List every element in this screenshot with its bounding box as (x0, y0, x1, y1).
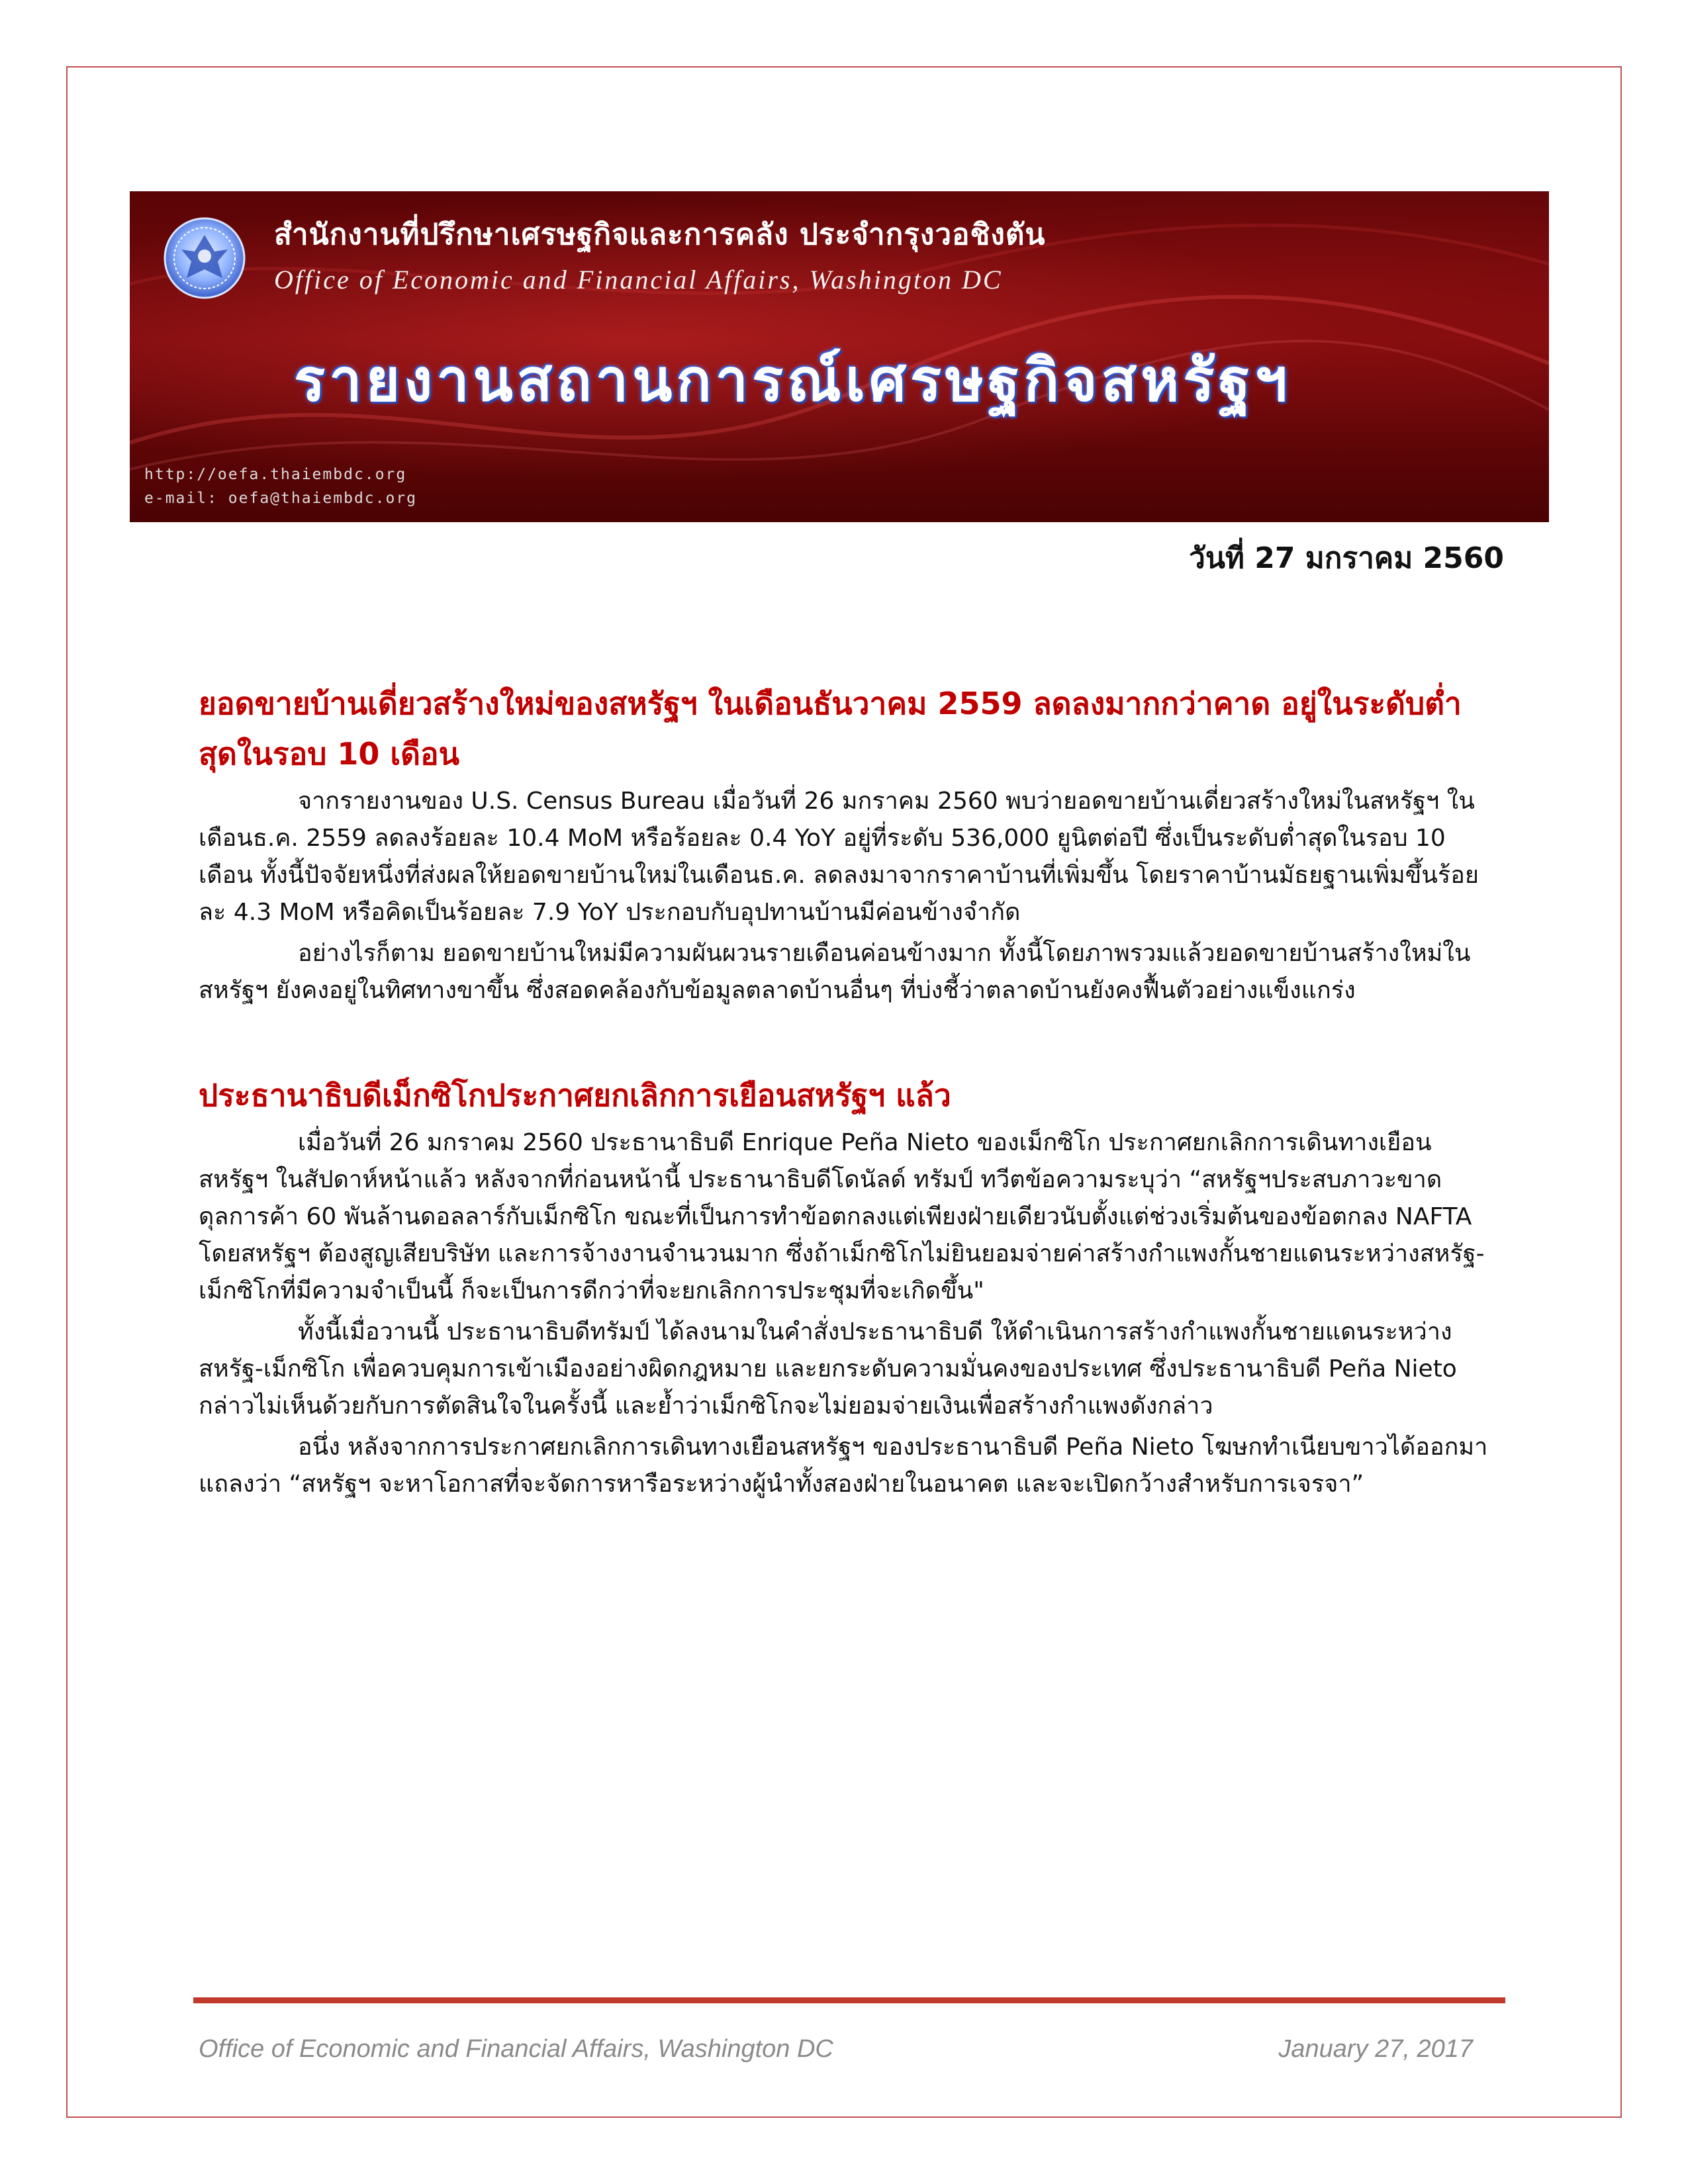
report-body (199, 678, 1496, 1503)
footer-rule (193, 1997, 1505, 2003)
section-new-home-sales (199, 678, 1496, 1009)
paragraph: จากรายงานของ U.S. Census Bureau เมื่อวันที่ 26 มกราคม 2560 พบว่ายอดขายบ้านเดี่ยวสร้างใหม่ในสหรัฐฯ ในเดือนธ.ค. 2559 ลดลงร้อยละ 10.4 MoM หรือร้อยละ 0.4 YoY อยู่ที่ระดับ 536,000 ยูนิตต่อปี ซึ่งเป็นระดับต่ำสุดในรอบ 10 เดือน ทั้งนี้ปัจจัยหนึ่งที่ส่งผลให้ยอดขายบ้านใหม่ในเดือนธ.ค. ลดลงมาจากราคาบ้านที่เพิ่มขึ้น โดยราคาบ้านมัธยฐานเพิ่มขึ้นร้อยละ 4.3 MoM หรือคิดเป็นร้อยละ 7.9 YoY ประกอบกับอุปทานบ้านมีค่อนข้างจำกัด (199, 788, 1479, 926)
email-link[interactable]: e-mail: oefa@thaiembdc.org (144, 490, 418, 507)
section-headline: ประธานาธิบดีเม็กซิโกประกาศยกเลิกการเยือนสหรัฐฯ แล้ว (199, 1077, 951, 1113)
footer-date: January 27, 2017 (1278, 2035, 1473, 2063)
office-name-thai: สำนักงานที่ปรึกษาเศรษฐกิจและการคลัง ประจำกรุงวอชิงตัน (274, 218, 1046, 251)
office-name-english: Office of Economic and Financial Affairs, Washington DC (274, 265, 1003, 295)
paragraph: ทั้งนี้เมื่อวานนี้ ประธานาธิบดีทรัมป์ ได้ลงนามในคำสั่งประธานาธิบดี ให้ดำเนินการสร้างกำแพงกั้นชายแดนระหว่างสหรัฐ-เม็กซิโก เพื่อควบคุมการเข้าเมืองอย่างผิดกฎหมาย และยกระดับความมั่นคงของประเทศ ซึ่งประธานาธิบดี Peña Nieto กล่าวไม่เห็นด้วยกับการตัดสินใจในครั้งนี้ และย้ำว่าเม็กซิโกจะไม่ยอมจ่ายเงินเพื่อสร้างกำแพงดังกล่าว (199, 1318, 1457, 1420)
website-link[interactable]: http://oefa.thaiembdc.org (144, 466, 407, 483)
paragraph: อย่างไรก็ตาม ยอดขายบ้านใหม่มีความผันผวนรายเดือนค่อนข้างมาก ทั้งนี้โดยภาพรวมแล้วยอดขายบ้านสร้างใหม่ในสหรัฐฯ ยังคงอยู่ในทิศทางขาขึ้น ซึ่งสอดคล้องกับข้อมูลตลาดบ้านอื่นๆ ที่บ่งชี้ว่าตลาดบ้านยังคงฟื้นตัวอย่างแข็งแกร่ง (199, 940, 1471, 1004)
section-spacer (199, 1009, 1496, 1070)
garuda-emblem-icon (162, 215, 248, 301)
paragraph: เมื่อวันที่ 26 มกราคม 2560 ประธานาธิบดี Enrique Peña Nieto ของเม็กซิโก ประกาศยกเลิกการเดินทางเยือนสหรัฐฯ ในสัปดาห์หน้าแล้ว หลังจากที่ก่อนหน้านี้ ประธานาธิบดีโดนัลด์ ทรัมป์ ทวีตข้อความระบุว่า “สหรัฐฯประสบภาวะขาดดุลการค้า 60 พันล้านดอลลาร์กับเม็กซิโก ขณะที่เป็นการทำข้อตกลงแต่เพียงฝ่ายเดียวนับตั้งแต่ช่วงเริ่มต้นของข้อตกลง NAFTA โดยสหรัฐฯ ต้องสูญเสียบริษัท และการจ้างงานจำนวนมาก ซึ่งถ้าเม็กซิโกไม่ยินยอมจ่ายค่าสร้างกำแพงกั้นชายแดนระหว่างสหรัฐ-เม็กซิโกที่มีความจำเป็นนี้ ก็จะเป็นการดีกว่าที่จะยกเลิกการประชุมที่จะเกิดขึ้น" (199, 1129, 1485, 1304)
section-headline: ยอดขายบ้านเดี่ยวสร้างใหม่ของสหรัฐฯ ในเดือนธันวาคม 2559 ลดลงมากกว่าคาด อยู่ในระดับต่ำสุดในรอบ 10 เดือน (199, 686, 1462, 772)
paragraph: อนึ่ง หลังจากการประกาศยกเลิกการเดินทางเยือนสหรัฐฯ ของประธานาธิบดี Peña Nieto โฆษกทำเนียบขาวได้ออกมาแถลงว่า “สหรัฐฯ จะหาโอกาสที่จะจัดการหารือระหว่างผู้นำทั้งสองฝ่ายในอนาคต และจะเปิดกว้างสำหรับการเจรจา” (199, 1433, 1488, 1498)
report-date: วันที่ 27 มกราคม 2560 (1189, 541, 1504, 575)
footer-office-name: Office of Economic and Financial Affairs, Washington DC (199, 2035, 833, 2063)
report-title: รายงานสถานการณ์เศรษฐกิจสหรัฐฯ (294, 346, 1291, 414)
report-banner (130, 191, 1549, 522)
section-mexico-visit (199, 1070, 1496, 1503)
contact-info (144, 463, 417, 510)
